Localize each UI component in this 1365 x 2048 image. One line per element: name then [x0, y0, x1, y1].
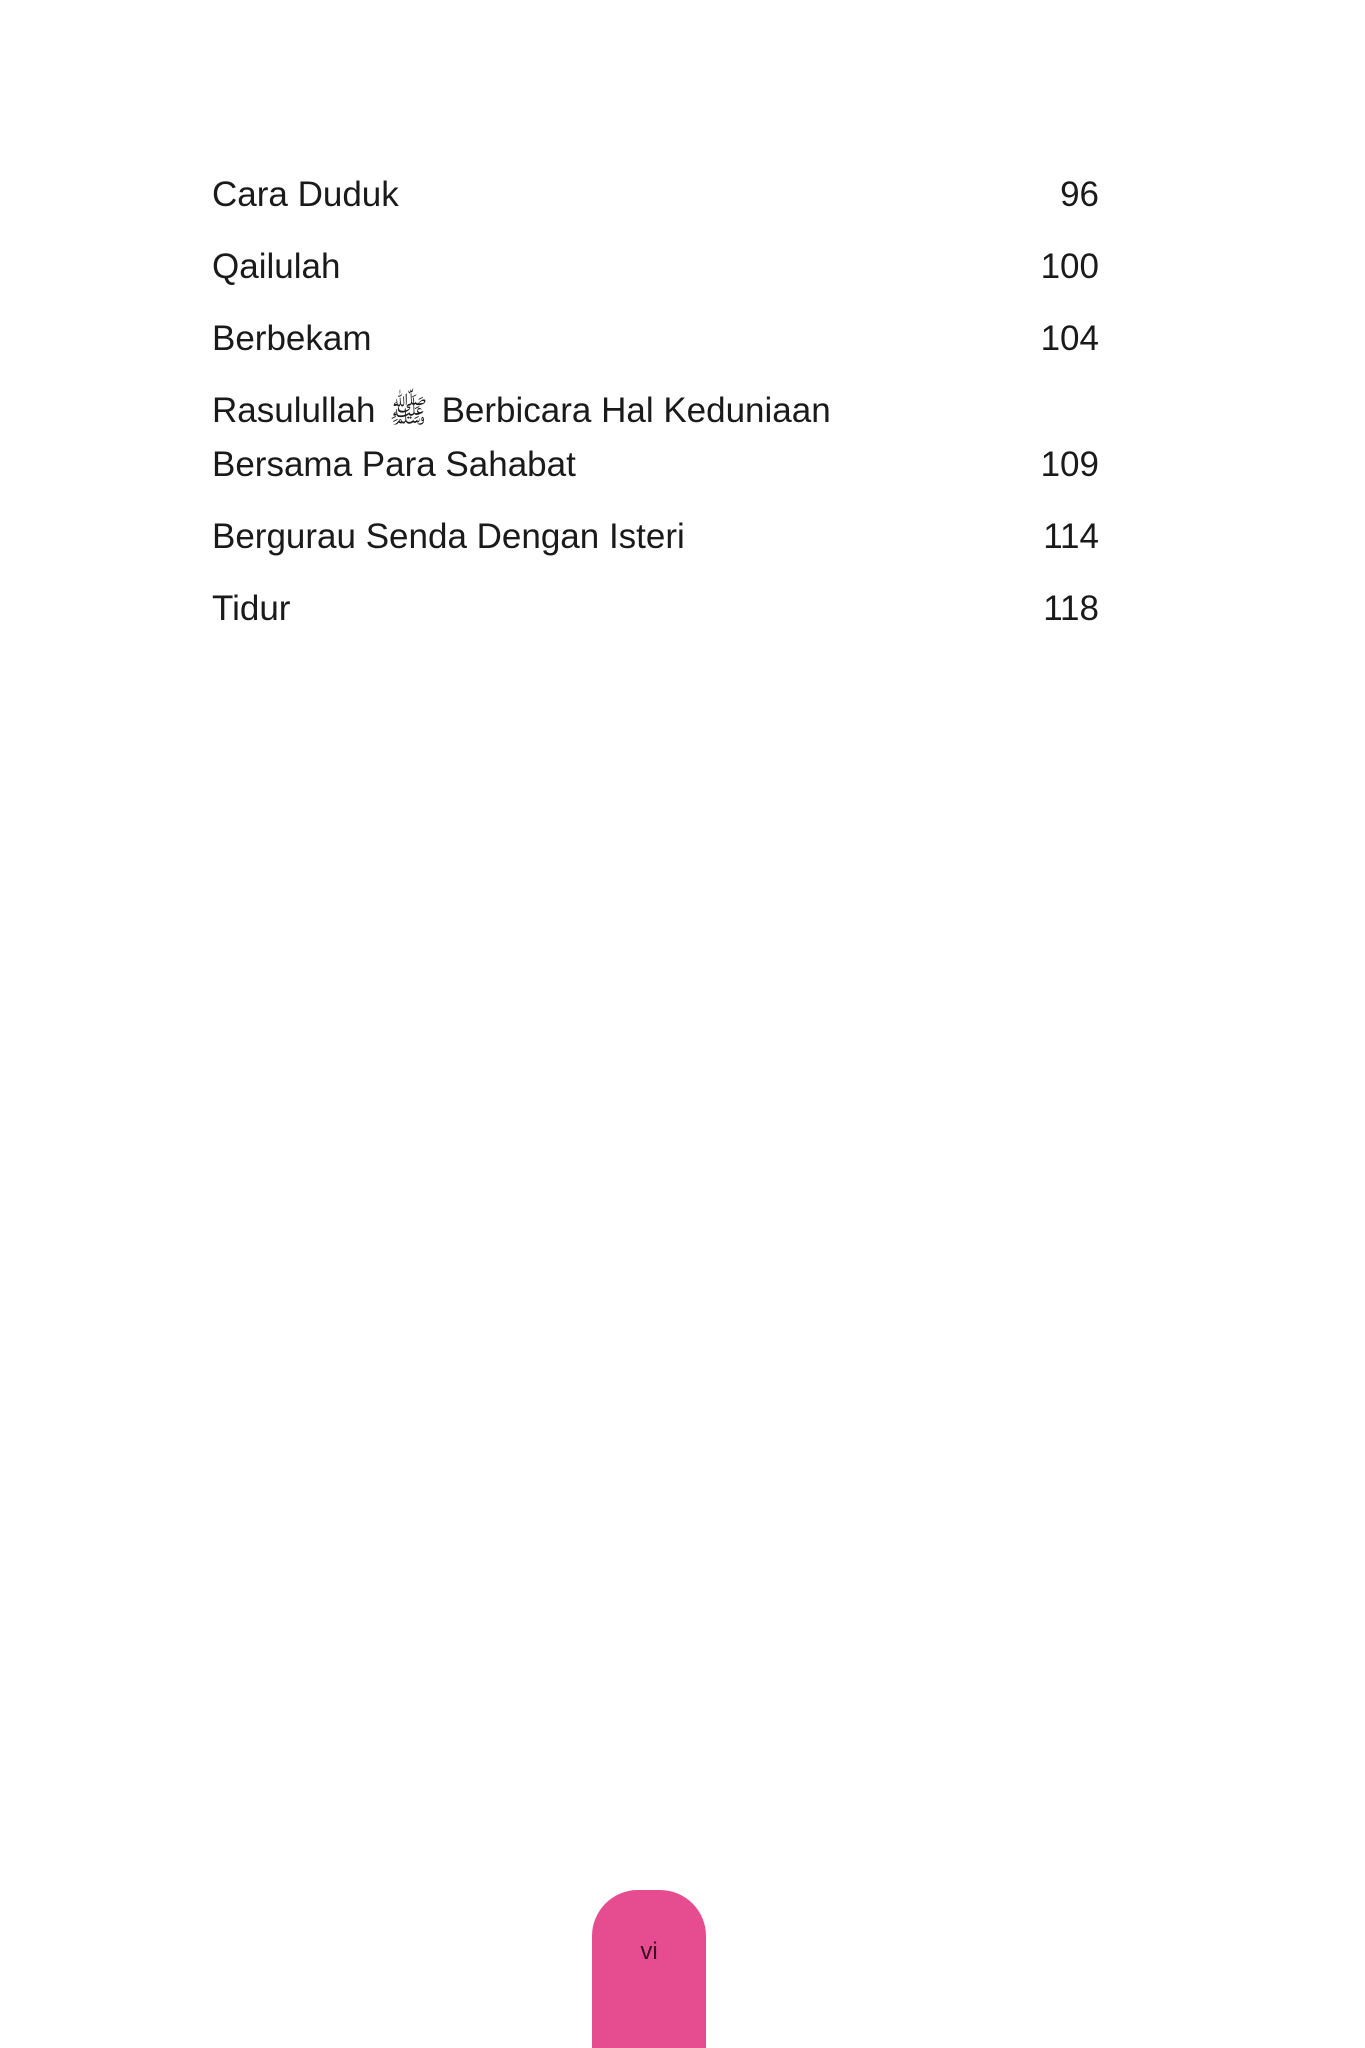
toc-entry-title [212, 582, 290, 636]
toc-entry-title [212, 384, 831, 492]
toc-entry-title-text: Bergurau Senda Dengan Isteri [212, 517, 685, 556]
toc-entry[interactable] [212, 582, 1099, 636]
toc-entry[interactable] [212, 168, 1099, 222]
toc-entry-title [212, 510, 685, 564]
toc-entry-title-text: Berbicara Hal Keduniaan [441, 391, 831, 430]
toc-entry-page: 114 [1043, 517, 1099, 556]
honorific-glyph-icon: ﷺ [389, 392, 428, 430]
toc-entry-title-text: Cara Duduk [212, 175, 399, 214]
toc-entry-page: 118 [1043, 589, 1099, 628]
toc-entry-page: 109 [1040, 445, 1099, 484]
toc-entry-title-text: Berbekam [212, 319, 372, 358]
toc-entry-page: 100 [1040, 247, 1099, 286]
toc-entry-title [212, 240, 340, 294]
page-number: vi [640, 1938, 658, 1965]
table-of-contents [212, 168, 1099, 654]
toc-entry[interactable] [212, 312, 1099, 366]
toc-entry-page: 96 [1060, 175, 1099, 214]
toc-entry[interactable] [212, 510, 1099, 564]
toc-entry-title-text: Tidur [212, 589, 291, 628]
toc-entry-title [212, 312, 372, 366]
toc-entry[interactable] [212, 384, 1099, 492]
toc-entry-title-text: Qailulah [212, 247, 341, 286]
toc-entry-title-line2: Bersama Para Sahabat [212, 445, 576, 484]
toc-entry-title [212, 168, 399, 222]
page-number-tab [592, 1890, 706, 2048]
toc-entry[interactable] [212, 240, 1099, 294]
toc-entry-page: 104 [1040, 319, 1099, 358]
toc-entry-title-line1 [212, 384, 831, 438]
toc-entry-title-text: Rasulullah [212, 391, 376, 430]
